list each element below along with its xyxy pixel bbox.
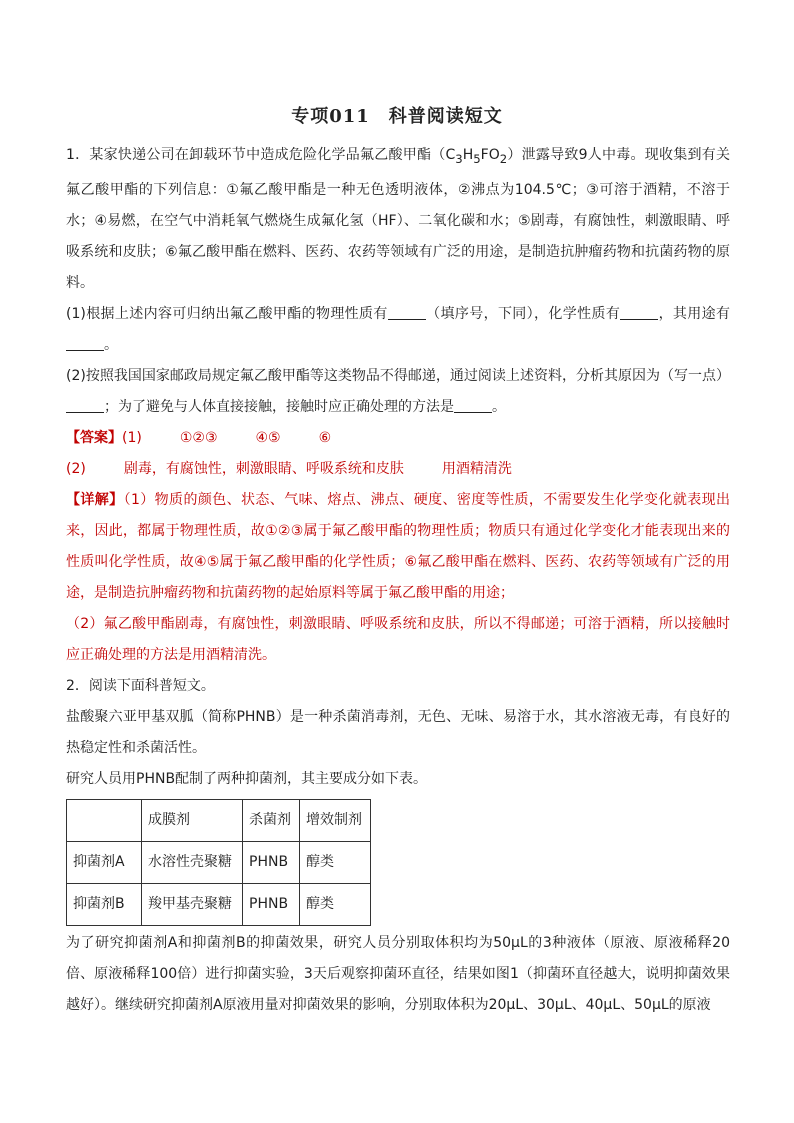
table-cell: 羧甲基壳聚糖: [142, 883, 243, 925]
table-cell: 抑菌剂B: [67, 883, 142, 925]
answer-blank: [388, 305, 426, 320]
q2-stem: 2．阅读下面科普短文。: [66, 677, 215, 694]
table-header-row: [67, 799, 371, 841]
answer-blank: [66, 398, 104, 413]
table-header-cell: 增效制剂: [300, 799, 371, 841]
table-cell: 醇类: [300, 841, 371, 883]
answer-label: 【答案】: [66, 429, 122, 446]
answer-blank: [620, 305, 658, 320]
q2-paragraph-2: 研究人员用PHNB配制了两种抑菌剂，其主要成分如下表。: [66, 770, 428, 787]
q1-answer-2: (2) 剧毒，有腐蚀性，刺激眼睛、呼吸系统和皮肤 用酒精清洗: [66, 460, 512, 477]
detail-label: 【详解】: [66, 491, 124, 508]
table-cell: PHNB: [243, 883, 300, 925]
table-row: [67, 841, 371, 883]
q1-answer-1: 【答案】(1) ①②③ ④⑤ ⑥: [66, 429, 332, 446]
q1-stem: 1．某家快递公司在卸载环节中造成危险化学品氟乙酸甲酯$(C_3H_5FO_2)$泄露导致9人中毒。现收集到有关氟乙酸甲酯的下列信息：①氟乙酸甲酯是一种无色透明液体，②沸点为104.5℃；③可溶于酒精，不溶于水；④易燃，在空气中消耗氧气燃烧生成氟化氢（HF）、二氧化碳和水；⑤剧毒，有腐蚀性，刺激眼睛、呼吸系统和皮肤；⑥氟乙酸甲酯在燃料、医药、农药等领域有广泛的用途，是制造抗肿瘤药物和抗菌药物的原料。: [66, 147, 730, 291]
q2-paragraph-1: 盐酸聚六亚甲基双胍（简称PHNB）是一种杀菌消毒剂，无色、无味、易溶于水，其水溶液无毒，有良好的热稳定性和杀菌活性。: [66, 708, 730, 756]
table-header-cell: [67, 799, 142, 841]
q1-sub1: (1)根据上述内容可归纳出氟乙酸甲酯的物理性质有 （填序号，下同），化学性质有 ，其用途有。: [66, 305, 731, 353]
answer-blank: [454, 398, 492, 413]
table-header-cell: 杀菌剂: [243, 799, 300, 841]
table-cell: 水溶性壳聚糖: [142, 841, 243, 883]
table-cell: PHNB: [243, 841, 300, 883]
page-title: 专项011 科普阅读短文: [291, 106, 503, 127]
q1-detail-1: 【详解】（1）物质的颜色、状态、气味、熔点、沸点、硬度、密度等性质，不需要发生化学变化就表现出来，因此，都属于物理性质，故①②③属于氟乙酸甲酯的物理性质；物质只有通过化学变化才能表现出来的性质叫化学性质，故④⑤属于氟乙酸甲酯的化学性质；⑥氟乙酸甲酯在燃料、医药、农药等领域有广泛的用途，是制造抗肿瘤药物和抗菌药物的起始原料等属于氟乙酸甲酯的用途；: [66, 491, 731, 601]
ingredient-table: [66, 799, 371, 926]
q1-detail-2: （2）氟乙酸甲酯剧毒，有腐蚀性，刺激眼睛、呼吸系统和皮肤，所以不得邮递；可溶于酒精，所以接触时应正确处理的方法是用酒精清洗。: [66, 615, 730, 663]
answer-blank: [66, 336, 104, 351]
table-cell: 抑菌剂A: [67, 841, 142, 883]
q2-paragraph-3: 为了研究抑菌剂A和抑菌剂B的抑菌效果，研究人员分别取体积均为50μL的3种液体（原液、原液稀释20倍、原液稀释100倍）进行抑菌实验，3天后观察抑菌环直径，结果如图1（抑菌环直径越大，说明抑菌效果越好）。继续研究抑菌剂A原液用量对抑菌效果的影响，分别取体积为20μL、30μL、40μL、50μL的原液: [66, 934, 730, 1013]
table-header-cell: 成膜剂: [142, 799, 243, 841]
document-body: [66, 140, 730, 1021]
q1-sub2: (2)按照我国国家邮政局规定氟乙酸甲酯等这类物品不得邮递，通过阅读上述资料，分析其原因为（写一点）；为了避免与人体直接接触，接触时应正确处理的方法是 。: [66, 367, 730, 415]
table-row: [67, 883, 371, 925]
table-cell: 醇类: [300, 883, 371, 925]
